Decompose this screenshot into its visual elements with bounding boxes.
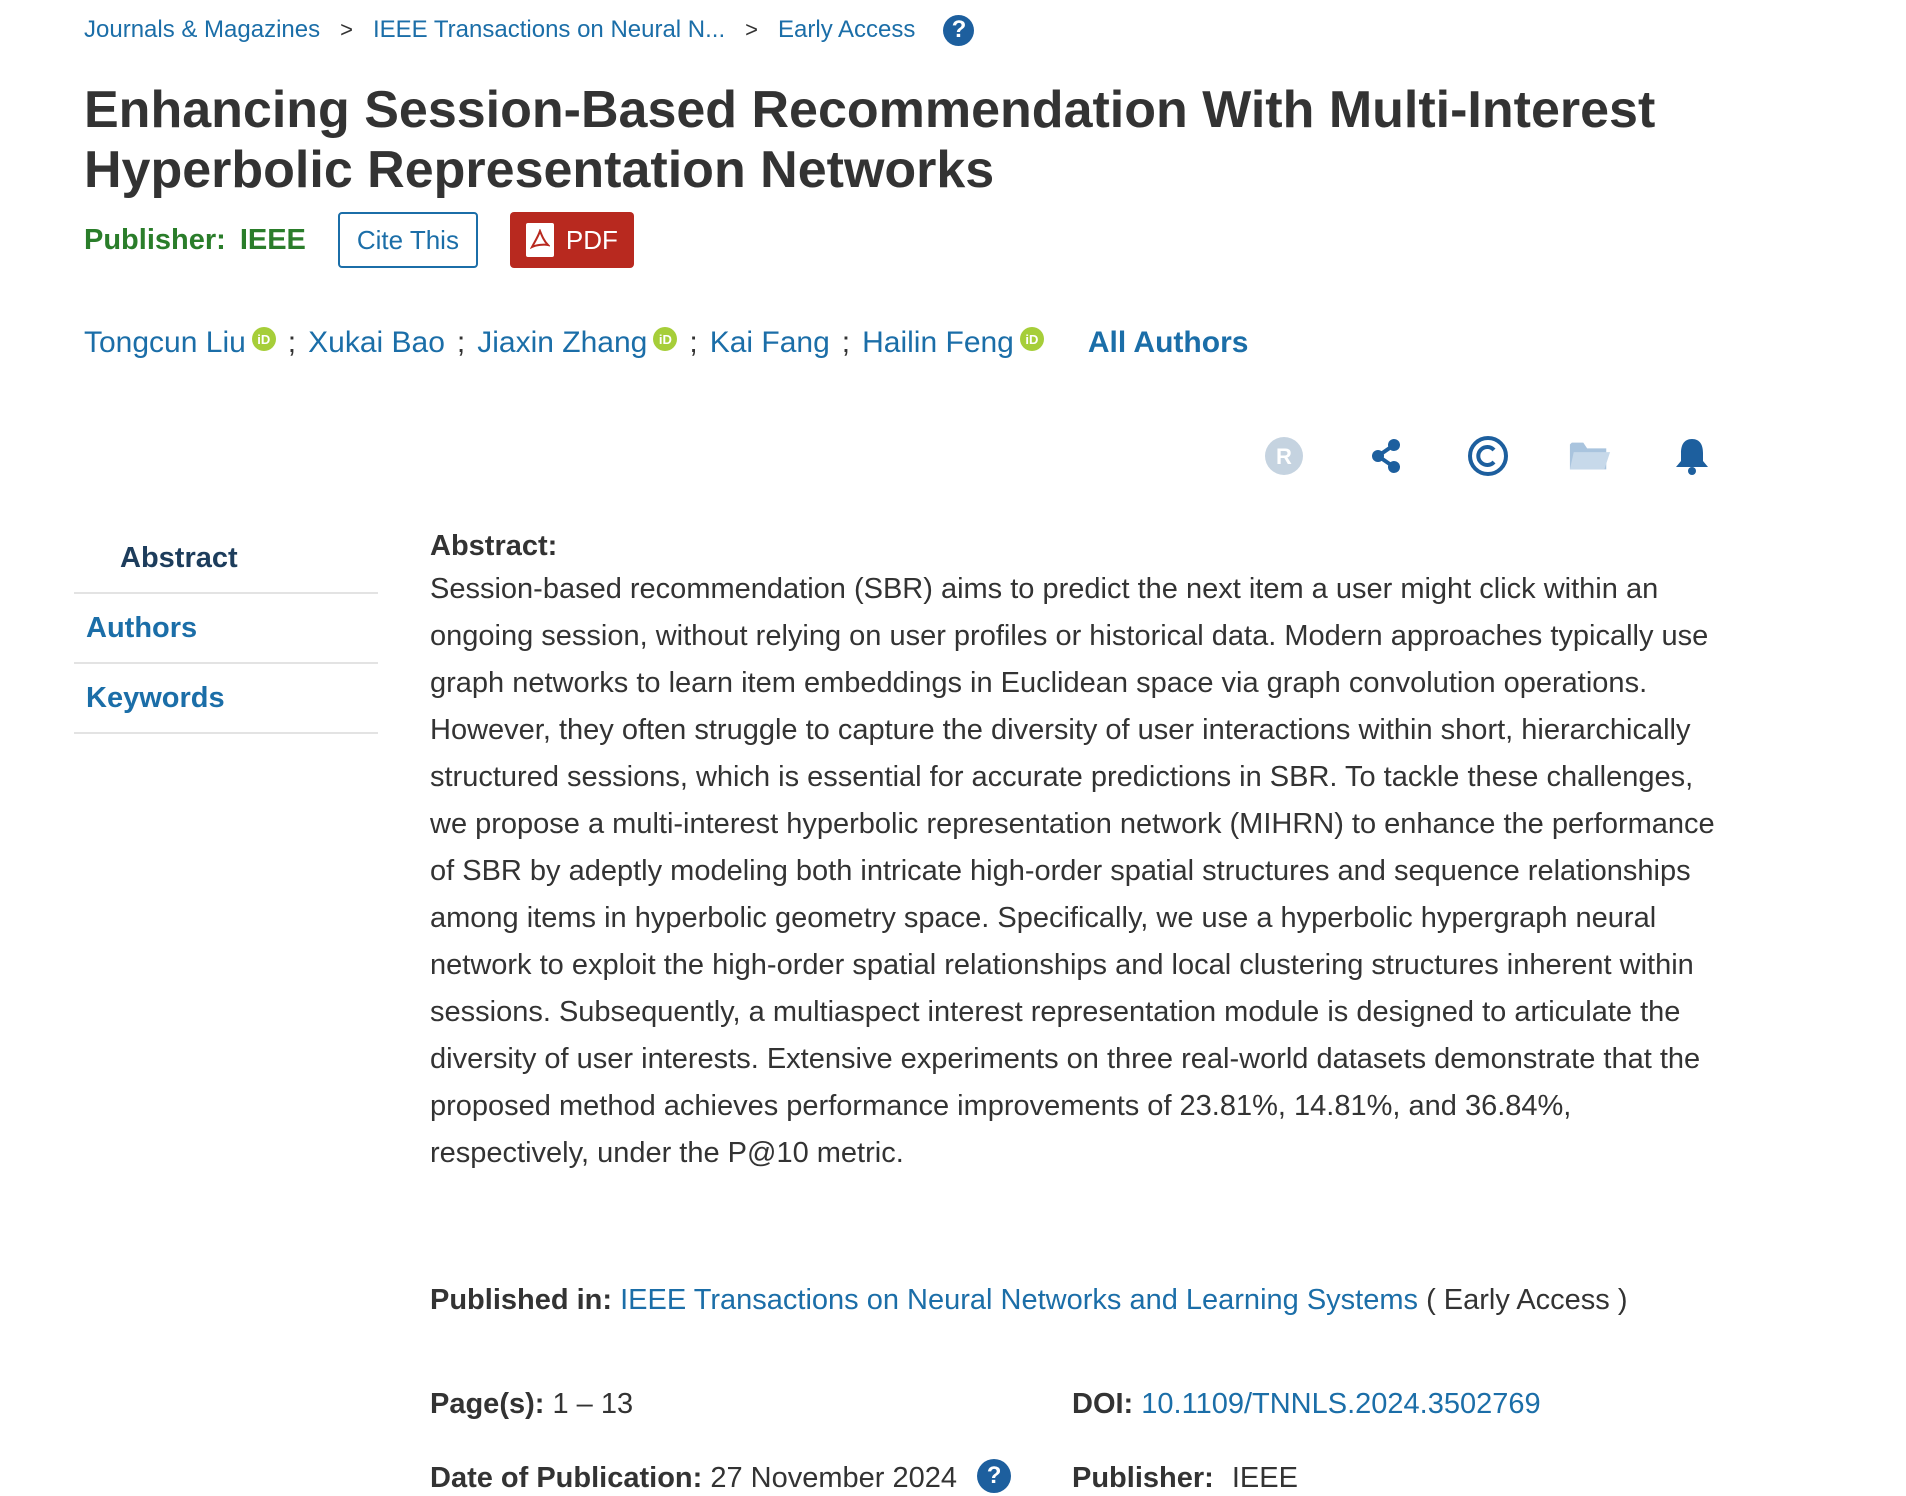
publisher-meta-label: Publisher:	[1072, 1462, 1214, 1494]
publisher	[84, 224, 306, 257]
author-separator: ;	[841, 326, 851, 359]
svg-text:R: R	[1276, 444, 1292, 469]
breadcrumb-journal[interactable]: IEEE Transactions on Neural N...	[372, 16, 726, 43]
author-link[interactable]: Kai Fang	[709, 326, 830, 359]
publisher-label: Publisher:	[84, 223, 226, 256]
pages-value: 1 – 13	[552, 1388, 634, 1420]
authors-list	[84, 326, 1248, 360]
page-title: Enhancing Session-Based Recommendation With Multi-Interest Hyperbolic Representation Networks	[84, 81, 1656, 199]
abstract-section	[430, 526, 1720, 1177]
all-authors-link[interactable]: All Authors	[1087, 326, 1249, 359]
rights-icon[interactable]	[1262, 434, 1306, 478]
orcid-icon[interactable]: iD	[1020, 327, 1044, 351]
abstract-heading: Abstract:	[430, 530, 558, 562]
breadcrumb	[84, 10, 974, 50]
pdf-button[interactable]	[510, 212, 634, 268]
author-separator: ;	[689, 326, 698, 359]
cite-this-label: Cite This	[356, 224, 459, 255]
author-link[interactable]: Tongcun Liu	[84, 326, 246, 359]
doi-meta	[1072, 1388, 1541, 1421]
doi-label: DOI:	[1072, 1388, 1134, 1420]
date-meta	[430, 1462, 1011, 1496]
copyright-icon[interactable]	[1466, 434, 1510, 478]
share-icon[interactable]	[1364, 434, 1408, 478]
publisher-meta	[1072, 1462, 1298, 1495]
article-tools	[1262, 434, 1714, 478]
nav-authors[interactable]: Authors	[74, 594, 378, 664]
author-separator: ;	[456, 326, 466, 359]
breadcrumb-separator: >	[745, 17, 759, 42]
breadcrumb-early-access[interactable]: Early Access	[778, 16, 916, 43]
abstract-text: Session-based recommendation (SBR) aims to predict the next item a user might click within an ongoing session, without relying on user profiles or historical data. Modern approaches typically use graph networks to learn item embeddings in Euclidean space via graph convolution operations. However, they often struggle to capture the diversity of user interactions within short, hierarchically structured sessions, which is essential for accurate predictions in SBR. To tackle these challenges, we propose a multi-interest hyperbolic representation network (MIHRN) to enhance the performance of SBR by adeptly modeling both intricate high-order spatial structures and sequence relationships among items in hyperbolic geometry space. Specifically, we use a hyperbolic hypergraph neural network to exploit the high-order spatial relationships and local clustering structures inherent within sessions. Subsequently, a multiaspect interest representation module is designed to articulate the diversity of user interests. Extensive experiments on three real-world datasets demonstrate that the proposed method achieves performance improvements of 23.81%, 14.81%, and 36.84%, respectively, under the P@10 metric.	[430, 573, 1715, 1169]
pdf-label: PDF	[565, 224, 618, 255]
published-in	[430, 1284, 1628, 1317]
published-in-status: ( Early Access )	[1426, 1284, 1628, 1316]
published-in-label: Published in:	[430, 1284, 613, 1316]
date-value: 27 November 2024	[710, 1462, 958, 1494]
folder-icon[interactable]	[1568, 434, 1612, 478]
pdf-file-icon	[526, 223, 554, 257]
author-separator: ;	[287, 326, 297, 359]
publisher-row	[84, 212, 634, 268]
author-link[interactable]: Hailin Feng	[862, 326, 1014, 359]
orcid-icon[interactable]: iD	[252, 327, 276, 351]
cite-this-button[interactable]	[338, 212, 478, 268]
breadcrumb-separator: >	[340, 17, 353, 42]
bell-icon[interactable]	[1670, 434, 1714, 478]
author-link[interactable]: Xukai Bao	[308, 326, 445, 359]
doi-link[interactable]: 10.1109/TNNLS.2024.3502769	[1141, 1388, 1541, 1420]
help-icon[interactable]: ?	[977, 1459, 1011, 1493]
section-nav	[74, 524, 378, 734]
nav-abstract[interactable]: Abstract	[74, 524, 378, 594]
pages-meta	[430, 1388, 633, 1421]
publisher-value: IEEE	[239, 223, 306, 256]
journal-link[interactable]: IEEE Transactions on Neural Networks and Learning Systems	[620, 1284, 1419, 1316]
nav-keywords[interactable]: Keywords	[74, 664, 378, 734]
orcid-icon[interactable]: iD	[653, 327, 677, 351]
pages-label: Page(s):	[430, 1388, 545, 1420]
help-icon[interactable]: ?	[943, 15, 974, 46]
date-label: Date of Publication:	[430, 1462, 703, 1494]
publisher-meta-value: IEEE	[1231, 1462, 1298, 1494]
breadcrumb-journals-magazines[interactable]: Journals & Magazines	[84, 16, 321, 43]
author-link[interactable]: Jiaxin Zhang	[477, 326, 648, 359]
